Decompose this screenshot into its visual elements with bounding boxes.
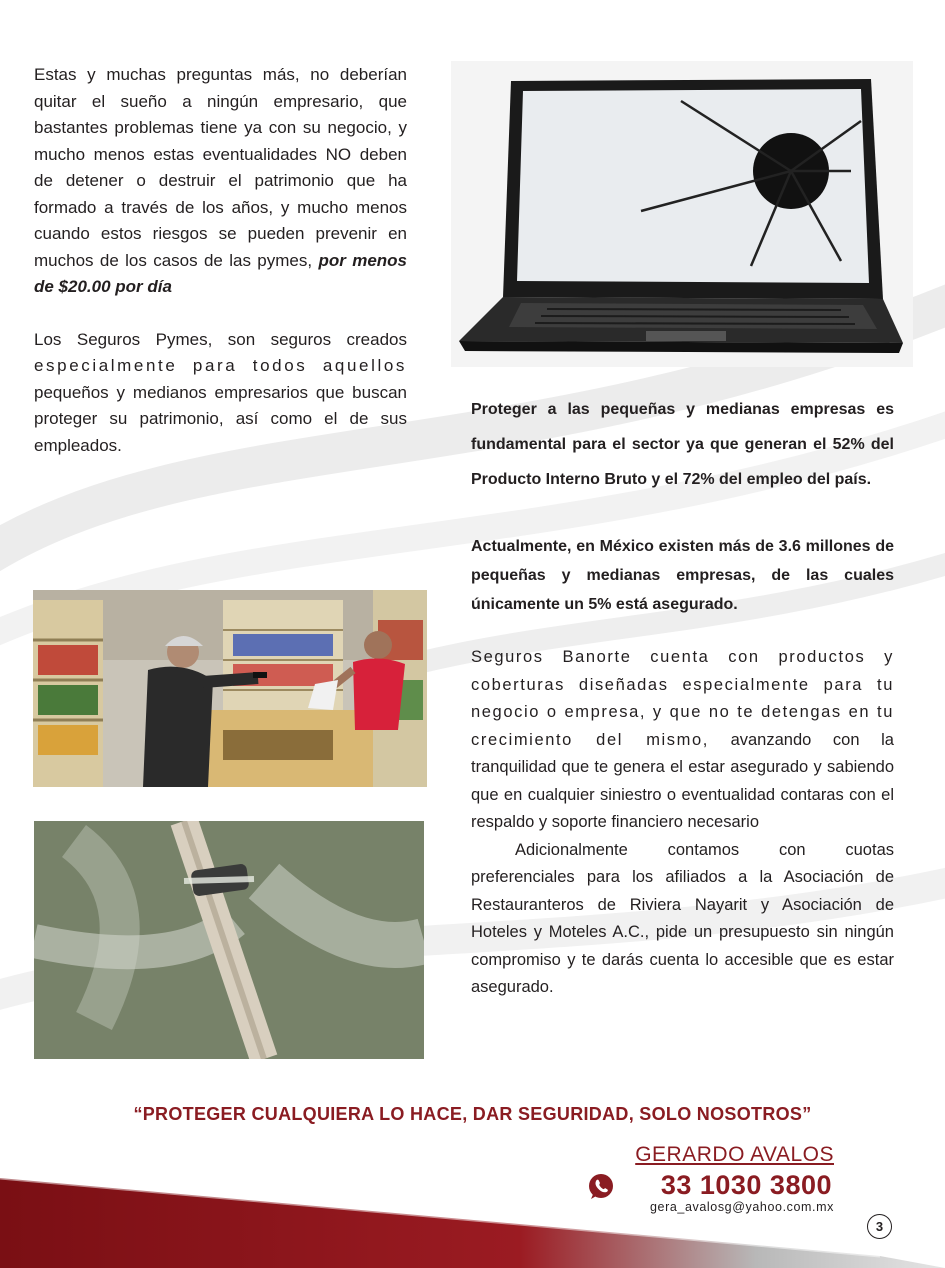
contact-name: GERARDO AVALOS (635, 1143, 834, 1166)
right-body-text (471, 644, 894, 1002)
whatsapp-icon (586, 1172, 616, 1202)
banorte-text-spaced: Seguros Banorte cuenta con productos y coberturas diseñadas especialmente para tu negocio o empresa, y que no te detengas en tu crecimiento del mismo, (471, 648, 894, 749)
store-robbery-photo (33, 590, 427, 787)
banorte-text-rest: avanzando con la tranquilidad que te genera el estar asegurado y sabiendo que en cualquier siniestro o eventualidad contaras con el respaldo y soporte financiero necesario (471, 730, 894, 831)
contact-email[interactable]: gera_avalosg@yahoo.com.mx (649, 1200, 834, 1214)
intro-text: Estas y muchas preguntas más, no deberían quitar el sueño a ningún empresario, que bastantes problemas tiene ya con su negocio, y mucho menos estas eventualidades NO deben de detener o destruir el patrimonio que ha formado a través de los años, y mucho menos cuando estos riesgos se pueden prevenir en muchos de los casos de las pymes, (34, 65, 407, 270)
banorte-paragraph (471, 644, 894, 837)
price-emphasis: por menos de $20.00 por día (34, 250, 407, 296)
left-column (34, 62, 407, 459)
contact-phone[interactable]: 33 1030 3800 (660, 1170, 832, 1200)
slogan: “PROTEGER CUALQUIERA LO HACE, DAR SEGURIDAD, SOLO NOSOTROS” (133, 1104, 812, 1124)
highlight-paragraph-2: Actualmente, en México existen más de 3.6 millones de pequeñas y medianas empresas, de las cuales únicamente un 5% está asegurado. (471, 538, 894, 613)
afiliados-paragraph: Adicionalmente contamos con cuotas preferenciales para los afiliados a la Asociación de Restauranteros de Riviera Nayarit y Asociación de Hoteles y Moteles A.C., pide un presupuesto sin ningún compromiso y te darás cuenta lo accesible que es estar asegurado. (471, 840, 894, 996)
seguros-pymes-text-tracked: especialmente para todos aquellos (34, 356, 407, 375)
intro-paragraph (34, 62, 407, 301)
broken-laptop-photo (451, 61, 913, 367)
burst-pipe-photo (34, 821, 424, 1059)
page-number: 3 (867, 1214, 892, 1239)
seguros-pymes-text-rest: pequeños y medianos empresarios que buscan proteger su patrimonio, así como el de sus empleados. (34, 382, 407, 455)
seguros-pymes-text-start: Los Seguros Pymes, son seguros creados (34, 329, 407, 349)
highlight-paragraph-1: Proteger a las pequeñas y medianas empresas es fundamental para el sector ya que generan el 52% del Producto Interno Bruto y el 72% del empleo del país. (471, 401, 894, 488)
seguros-pymes-paragraph (34, 327, 407, 460)
